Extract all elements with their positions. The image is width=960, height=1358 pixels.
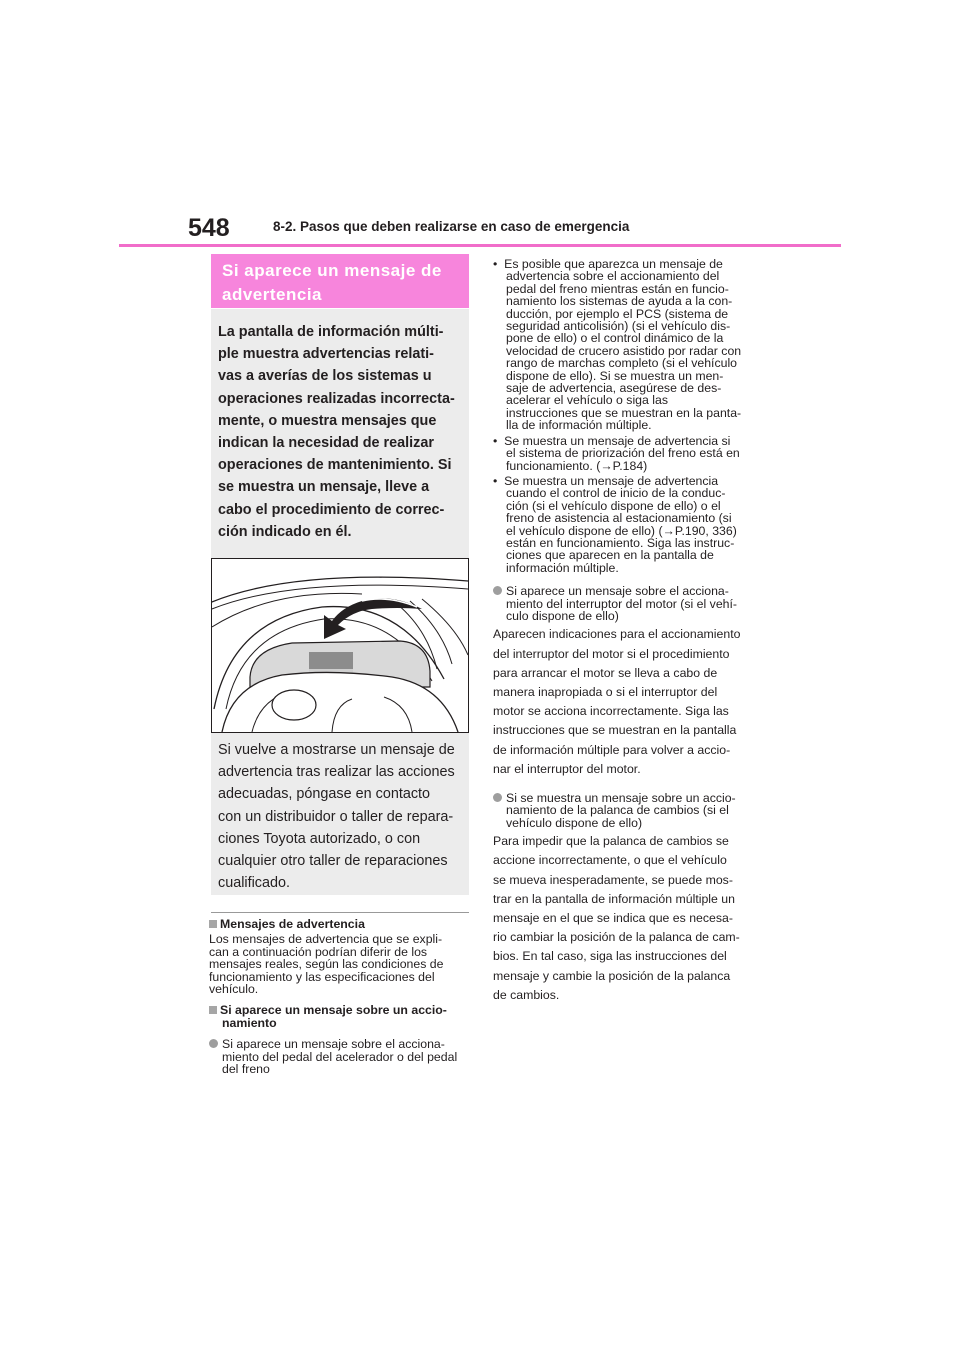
list-item — [493, 435, 758, 472]
bullet-line: Si se muestra un mensaje sobre un accio- — [493, 792, 758, 804]
section-divider — [211, 912, 469, 913]
body-line: del interruptor del motor si el procedimiento — [493, 646, 730, 661]
list-line: el sistema de priorización del freno está en — [506, 446, 740, 461]
list-line: saje de advertencia, asegúrese de des- — [506, 381, 722, 396]
body-line: instrucciones que se muestran en la pantalla — [493, 723, 737, 738]
body-line: mensajes reales, según las condiciones de — [209, 957, 444, 972]
list-line: namiento los sistemas de ayuda a la con- — [506, 294, 733, 309]
intro-line: se muestra un mensaje, lleve a — [218, 479, 430, 496]
chapter-header: 8-2. Pasos que deben realizarse en caso de emergencia — [273, 219, 630, 234]
heading-line: namiento — [222, 1015, 277, 1030]
list-line: velocidad de crucero asistido por radar con — [506, 343, 742, 358]
list-line: están en funcionamiento. Siga las instruc- — [506, 535, 735, 550]
intro-line: ple muestra advertencias relati- — [218, 346, 434, 363]
circle-bullet-icon — [493, 793, 502, 802]
body-line: funcionamiento y las especificaciones del — [209, 969, 435, 984]
page-number: 548 — [188, 214, 230, 242]
intro-line: vas a averías de los sistemas u — [218, 368, 432, 385]
intro-text — [218, 321, 464, 543]
list-line: seguridad anticolisión) (si el vehículo dis- — [506, 319, 731, 334]
bullet-line: miento del interruptor del motor (si el vehí- — [506, 596, 738, 611]
bullet-line: Si aparece un mensaje sobre el acciona- — [209, 1038, 471, 1050]
body-line: Los mensajes de advertencia que se expli- — [209, 932, 443, 947]
warnings-heading: Mensajes de advertencia — [209, 918, 471, 930]
body-line: de cambios. — [493, 987, 560, 1002]
bullet-line: namiento de la palanca de cambios (si el — [506, 803, 729, 818]
list-line: rango de marchas completo (si el vehículo — [506, 356, 738, 371]
dashboard-drawing — [212, 559, 468, 732]
body-line: can a continuación podrían diferir de los — [209, 944, 428, 959]
body-line: vehículo. — [209, 982, 259, 997]
list-line: pedal del freno mientras están en funcio- — [506, 281, 729, 296]
list-line: funcionamiento. (→P.184) — [506, 458, 648, 473]
intro-line: ción indicado en él. — [218, 523, 352, 540]
operation-heading — [209, 1004, 471, 1029]
intro-line: mente, o muestra mensajes que — [218, 412, 437, 429]
intro-line: indican la necesidad de realizar — [218, 435, 434, 452]
engine-bullet — [493, 585, 758, 622]
list-line: ducción, por ejemplo el PCS (sistema de — [506, 306, 729, 321]
note-line: con un distribuidor o taller de repara- — [218, 808, 454, 825]
list-line: dispone de ello). Si se muestra un men- — [506, 368, 724, 383]
intro-line: operaciones de mantenimiento. Si — [218, 457, 452, 474]
body-line: se mueva inesperadamente, se puede mos- — [493, 872, 733, 887]
note-line: cualquier otro taller de reparaciones — [218, 853, 448, 870]
intro-line: La pantalla de información múlti- — [218, 324, 444, 340]
left-column — [209, 918, 471, 1075]
banner-line: Si aparece un mensaje de — [222, 261, 442, 280]
body-line: motor se acciona incorrectamente. Siga las — [493, 704, 729, 719]
engine-body — [493, 625, 758, 779]
note-line: cualificado. — [218, 875, 290, 892]
bullet-line: vehículo dispone de ello) — [506, 815, 643, 830]
note-line: adecuadas, póngase en contacto — [218, 786, 431, 803]
body-line: accione incorrectamente, o que el vehículo — [493, 853, 727, 868]
list-line: pone de ello) o el control dinámico de la — [506, 331, 724, 346]
list-line: ciones que aparecen en la pantalla de — [506, 548, 714, 563]
warnings-body — [209, 933, 471, 995]
body-line: mensaje en el que se indica que es necesa- — [493, 911, 733, 926]
note-line: ciones Toyota autorizado, o con — [218, 830, 421, 847]
list-line: • Es posible que aparezca un mensaje de — [493, 257, 723, 271]
contact-note — [218, 739, 464, 894]
section-banner — [211, 254, 469, 308]
bullet-line: culo dispone de ello) — [506, 608, 619, 623]
body-line: nar el interruptor del motor. — [493, 761, 641, 776]
bullet-line: del freno — [222, 1062, 270, 1077]
list-line: el vehículo dispone de ello) (→P.190, 336) — [506, 523, 737, 538]
bullet-line: miento del pedal del acelerador o del pedal — [222, 1049, 458, 1064]
note-line: advertencia tras realizar las acciones — [218, 764, 455, 781]
body-line: mensaje y cambie la posición de la palanca — [493, 968, 731, 983]
list-line: • Se muestra un mensaje de advertencia si — [493, 433, 731, 448]
shift-bullet — [493, 792, 758, 829]
header-rule — [119, 244, 841, 247]
list-line: ción (si el vehículo dispone de ello) o el — [506, 498, 721, 513]
pedal-bullet — [209, 1038, 471, 1075]
body-line: Para impedir que la palanca de cambios se — [493, 834, 729, 849]
list-line: información múltiple. — [506, 560, 619, 575]
square-bullet-icon — [209, 920, 217, 928]
list-line: lla de información múltiple. — [506, 418, 652, 433]
shift-body — [493, 832, 758, 1005]
intro-line: cabo el procedimiento de correc- — [218, 501, 445, 518]
list-line: acelerar el vehículo o siga las — [506, 393, 668, 408]
square-bullet-icon — [209, 1006, 217, 1014]
note-line: Si vuelve a mostrarse un mensaje de — [218, 742, 455, 758]
heading-line: Si aparece un mensaje sobre un accio- — [209, 1004, 471, 1016]
right-column — [493, 258, 758, 1005]
list-line: • Se muestra un mensaje de advertencia — [493, 473, 719, 488]
body-line: Aparecen indicaciones para el accionamiento — [493, 627, 741, 642]
circle-bullet-icon — [493, 586, 502, 595]
body-line: para arrancar el motor se lleva a cabo de — [493, 665, 718, 680]
list-item — [493, 258, 758, 432]
body-line: rio cambiar la posición de la palanca de cam- — [493, 930, 740, 945]
list-line: freno de asistencia al estacionamiento (si — [506, 511, 732, 526]
list-line: cuando el control de inicio de la conduc- — [506, 486, 726, 501]
list-line: instrucciones que se muestran en la panta- — [506, 405, 742, 420]
circle-bullet-icon — [209, 1039, 218, 1048]
body-line: trar en la pantalla de información múltiple un — [493, 891, 735, 906]
body-line: bios. En tal caso, siga las instrucciones del — [493, 949, 727, 964]
body-line: de información múltiple para volver a accio- — [493, 742, 731, 757]
banner-line: advertencia — [222, 285, 322, 304]
list-item — [493, 475, 758, 574]
dashboard-illustration — [211, 558, 469, 733]
body-line: manera inapropiada o si el interruptor del — [493, 684, 718, 699]
bullet-line: Si aparece un mensaje sobre el acciona- — [493, 585, 758, 597]
list-line: advertencia sobre el accionamiento del — [506, 269, 720, 284]
intro-line: operaciones realizadas incorrecta- — [218, 390, 455, 407]
